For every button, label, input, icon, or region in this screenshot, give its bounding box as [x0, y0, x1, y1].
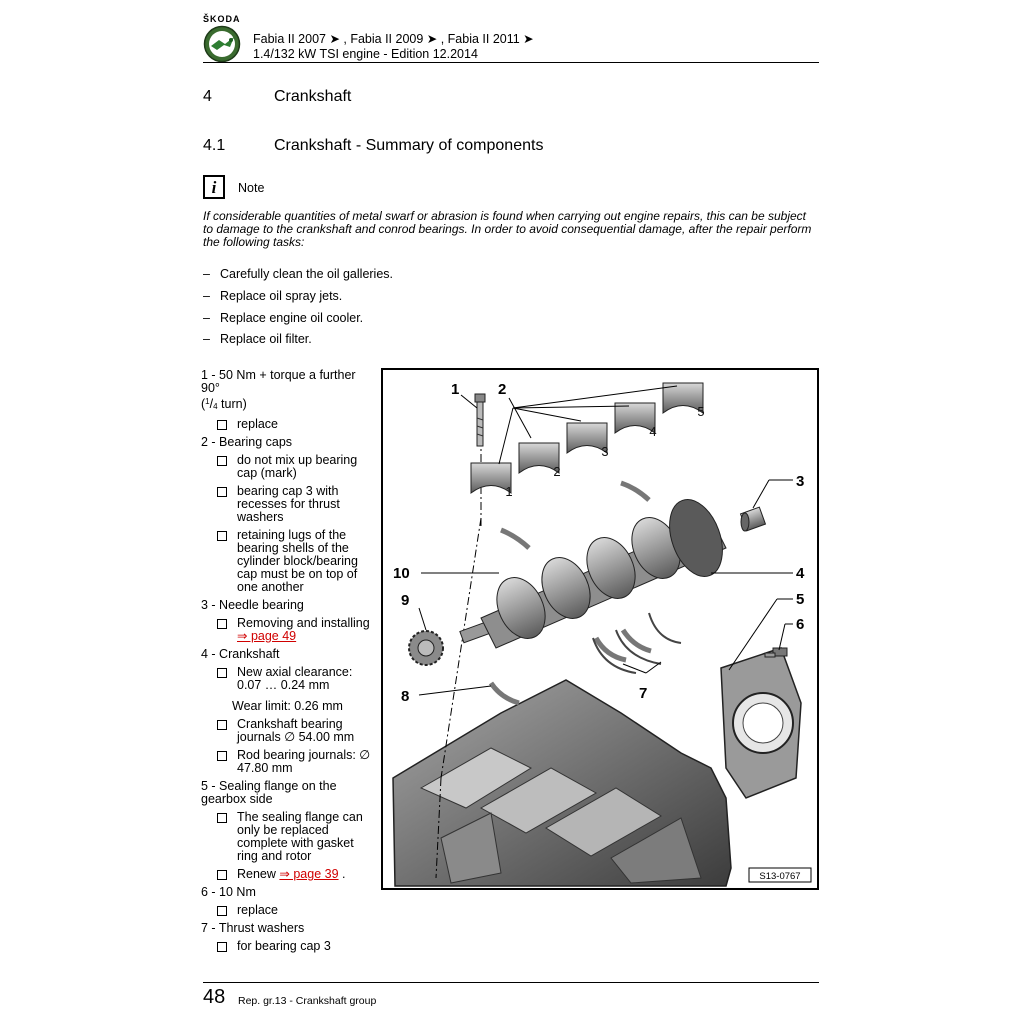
legend-item-2: 2 - Bearing caps [201, 435, 293, 449]
svg-text:i: i [211, 178, 217, 197]
link-page-49[interactable]: ⇒ page 49 [237, 629, 297, 643]
legend-item-6: 6 - 10 Nm [201, 885, 256, 899]
cap-mark-5: 5 [697, 404, 705, 419]
cap-mark-4: 4 [649, 424, 657, 439]
callout-6: 6 [796, 616, 805, 633]
wear-limit: Wear limit: 0.26 mm [232, 699, 343, 713]
info-icon [203, 175, 225, 199]
link-page-39[interactable]: ⇒ page 39 [279, 867, 339, 881]
legend-subitem: do not mix up bearing cap (mark) [201, 454, 377, 480]
footer-text: Rep. gr.13 - Crankshaft group [238, 995, 377, 1007]
legend-item-7: 7 - Thrust washers [201, 921, 305, 935]
list-item: – Replace oil spray jets. [203, 289, 343, 303]
chapter-number: 4 [203, 88, 212, 105]
checkbox-bullet-icon [217, 720, 227, 730]
skoda-arrow-logo [203, 25, 241, 63]
checkbox-bullet-icon [217, 751, 227, 761]
sealing-flange [721, 648, 801, 798]
list-item: – Carefully clean the oil galleries. [203, 267, 394, 281]
callout-2: 2 [498, 381, 507, 398]
section-number: 4.1 [203, 137, 226, 154]
callout-4: 4 [796, 565, 805, 582]
note-label: Note [238, 181, 265, 195]
legend-subitem: New axial clearance: 0.07 … 0.24 mm [201, 666, 377, 692]
legend-subitem: Removing and installing ⇒ page 49 [201, 617, 377, 643]
chapter-title: Crankshaft [274, 88, 352, 105]
section-title: Crankshaft - Summary of components [274, 137, 544, 154]
legend-item-1: 1 - 50 Nm + torque a further 90° ($^1/_4$ turn) [201, 368, 356, 411]
list-item: – Replace oil filter. [203, 332, 312, 346]
component-legend [201, 369, 377, 958]
callout-3: 3 [796, 473, 805, 490]
exploded-view-diagram [381, 368, 819, 890]
checkbox-bullet-icon [217, 942, 227, 952]
legend-item-5: 5 - Sealing flange on the gearbox side [201, 779, 337, 806]
legend-subitem: bearing cap 3 with recesses for thrust washers [201, 485, 377, 524]
callout-5: 5 [796, 591, 805, 608]
checkbox-bullet-icon [217, 668, 227, 678]
legend-subitem: for bearing cap 3 [201, 940, 377, 953]
legend-item-3: 3 - Needle bearing [201, 598, 304, 612]
legend-subitem: Renew ⇒ page 39 . [201, 868, 377, 881]
legend-subitem: Crankshaft bearing journals ∅ 54.00 mm [201, 718, 377, 744]
cap-mark-1: 1 [505, 484, 513, 499]
footer-divider [203, 982, 819, 983]
figure-reference: S13-0767 [759, 871, 801, 882]
checkbox-bullet-icon [217, 619, 227, 629]
checkbox-bullet-icon [217, 420, 227, 430]
legend-subitem: replace [201, 904, 377, 917]
note-text: If considerable quantities of metal swarf or abrasion is found when carrying out engine repairs, this can be subject to damage to the crankshaft and conrod bearings. In order to avoid consequential damage, after the repair perform the following tasks: [203, 209, 812, 249]
legend-subitem: retaining lugs of the bearing shells of the cylinder block/bearing cap must be on top of one another [201, 529, 377, 594]
brand-wordmark: ŠKODA [203, 14, 241, 24]
cap-mark-2: 2 [553, 464, 561, 479]
checkbox-bullet-icon [217, 813, 227, 823]
header-models: Fabia II 2007 ➤ , Fabia II 2009 ➤ , Fabia II 2011 ➤ [253, 32, 534, 46]
legend-subitem: Rod bearing journals: ∅ 47.80 mm [201, 749, 377, 775]
callout-1: 1 [451, 381, 460, 398]
legend-subitem: The sealing flange can only be replaced complete with gasket ring and rotor [201, 811, 377, 863]
legend-item-4: 4 - Crankshaft [201, 647, 280, 661]
checkbox-bullet-icon [217, 906, 227, 916]
checkbox-bullet-icon [217, 487, 227, 497]
header-divider [203, 62, 819, 63]
checkbox-bullet-icon [217, 870, 227, 880]
callout-7: 7 [639, 685, 648, 702]
page-number: 48 [203, 986, 226, 1008]
checkbox-bullet-icon [217, 456, 227, 466]
crankshaft-sprocket [409, 631, 443, 665]
checkbox-bullet-icon [217, 531, 227, 541]
cap-mark-3: 3 [601, 444, 609, 459]
callout-8: 8 [401, 688, 410, 705]
callout-10: 10 [393, 565, 410, 582]
crankshaft-bearing-bolt [475, 394, 485, 446]
legend-subitem: replace [201, 418, 377, 431]
header-engine-edition: 1.4/132 kW TSI engine - Edition 12.2014 [253, 47, 478, 61]
list-item: – Replace engine oil cooler. [203, 311, 364, 325]
callout-9: 9 [401, 592, 410, 609]
